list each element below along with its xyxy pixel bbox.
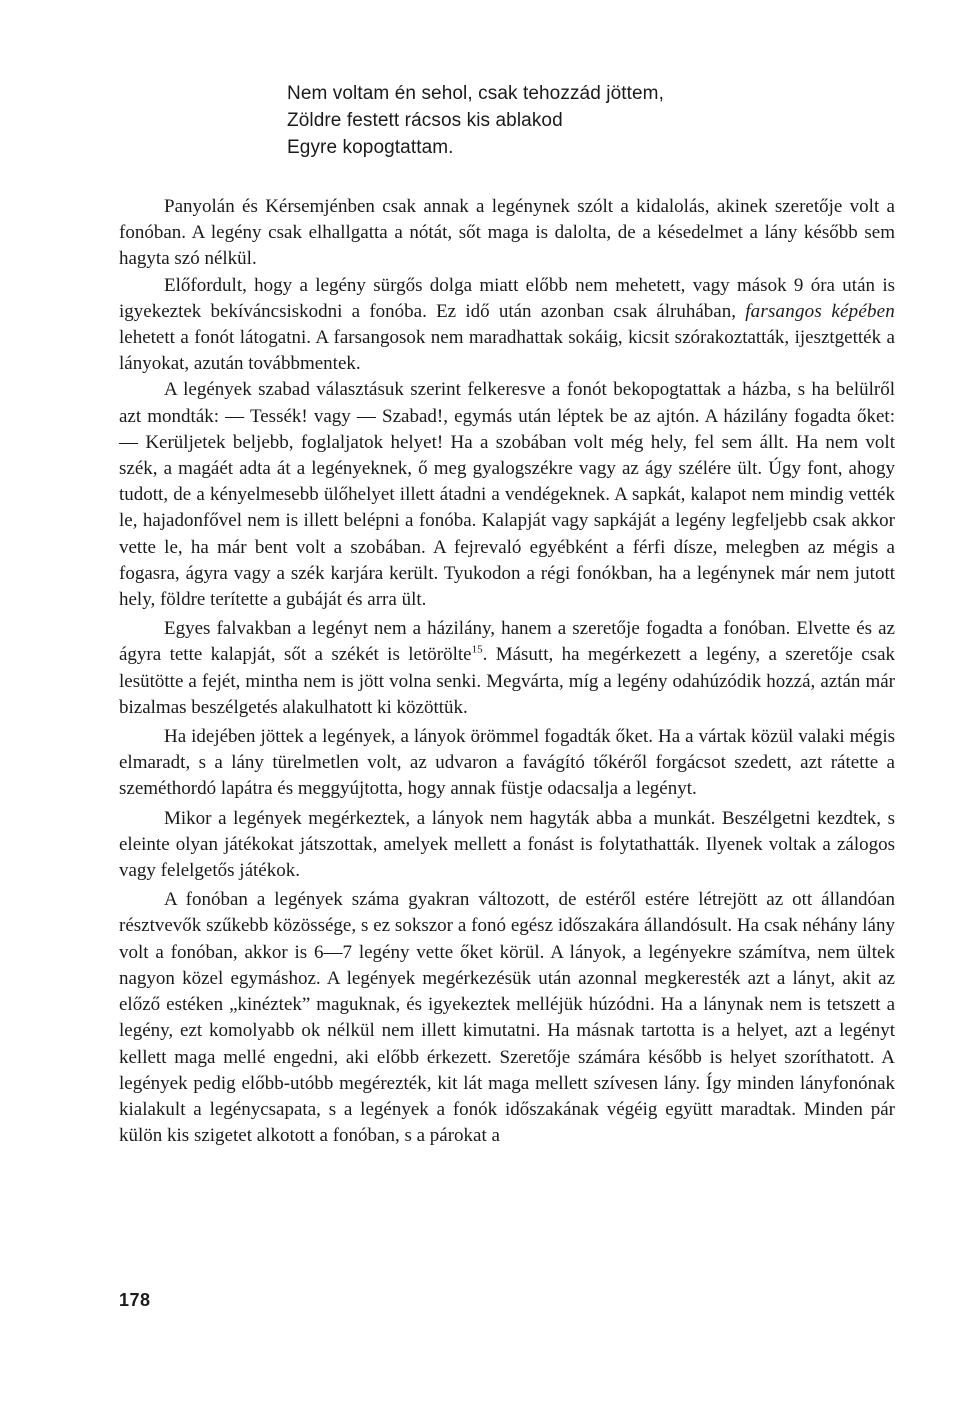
- page-number: 178: [119, 1290, 151, 1310]
- verse-block: [287, 80, 895, 161]
- verse-line-3: Egyre kopogtattam.: [287, 137, 454, 158]
- document-page: [119, 80, 895, 1370]
- paragraph-4: [119, 616, 895, 721]
- paragraph-2-text-end: lehetett a fonót látogatni. A farsangosok nem maradhattak sokáig, kicsit szórakoztatták, ijesztgették a lányokat, azután továbbmentek.: [119, 327, 895, 375]
- body-text: [119, 194, 895, 1149]
- paragraph-3-text: A legények szabad választásuk szerint felkeresve a fonót bekopogtattak a házba, s ha belülről azt mondták: — Tessék! vagy — Szabad!, egymás után léptek be az ajtón. A házilány fogadta őket: — Kerüljetek beljebb, foglaljatok helyet! Ha a szobában volt még hely, fel sem állt. Ha nem volt szék, a magáét adta át a legényeknek, ő meg gyalogszékre vagy az ágy szélére ült. Úgy font, ahogy tudott, de a kényelmesebb ülőhelyet illett átadni a vendégeknek. A sapkát, kalapot nem mindig vették le, hajadonfővel nem is illett belépni a fonóba. Kalapját vagy sapkáját a legény legfeljebb csak akkor vette le, ha már bent volt a szobában. A fejrevaló egyébként a férfi dísze, melegben az mégis a fogasra, ágyra vagy a szék karjára került. Tyukodon a régi fonókban, ha a legénynek már nem jutott hely, földre terítette a gubáját és arra ült.: [119, 379, 895, 611]
- paragraph-2-italic-phrase: farsangos képében: [745, 300, 896, 322]
- paragraph-3: [119, 377, 895, 613]
- paragraph-6-text: Mikor a legények megérkeztek, a lányok nem hagyták abba a munkát. Beszélgetni kezdtek, s eleinte olyan játékokat játszottak, amelyek mellett a fonást is folytathatták. Ilyenek voltak a zálogos vagy felelgetős játékok.: [119, 807, 895, 882]
- verse-line-2: Zöldre festett rácsos kis ablakod: [287, 110, 563, 131]
- paragraph-6: [119, 806, 895, 885]
- footnote-reference: 15: [471, 644, 483, 657]
- paragraph-4-text-start: Egyes falvakban a legényt nem a házilány, hanem a szeretője fogadta a fonóban. Elvette és az ágyra tette kalapját, sőt a székét is letörölte: [119, 618, 895, 666]
- paragraph-2: [119, 273, 895, 378]
- paragraph-7: [119, 887, 895, 1149]
- paragraph-5-text: Ha idejében jöttek a legények, a lányok örömmel fogadták őket. Ha a vártak közül valaki mégis elmaradt, s a lány türelmetlen volt, az udvaron a favágító tőkéről forgácsot szedett, azt rátette a szeméthordó lapátra és meggyújtotta, hogy annak füstje odacsalja a legényt.: [119, 726, 895, 800]
- paragraph-7-text: A fonóban a legények száma gyakran változott, de estéről estére létrejött az ott állandóan résztvevők szűkebb közössége, s ez sokszor a fonó egész időszakára állandósult. Ha csak néhány lány volt a fonóban, akkor is 6—7 legény vette őket körül. A lányok, a legényekre számítva, nem ültek nagyon közel egymáshoz. A legények megérkezésük után azonnal megkeresték azt a lányt, akit az előző estéken „kinéztek” maguknak, és igyekeztek melléjük húzódni. Ha a lánynak nem is tetszett a legény, ezt komolyabb ok nélkül nem illett kimutatni. Ha másnak tartotta is a helyet, azt a legényt kellett maga mellé engedni, aki előbb érkezett. Szeretője számára később is helyet szoríthatott. A legények pedig előbb-utóbb megérezték, kit lát maga mellett szívesen lány. Így minden lányfonónak kialakult a legénycsapata, s a legények a fonók időszakának végéig együtt maradtak. Minden pár külön kis szigetet alkotott a fonóban, s a párokat a: [119, 889, 895, 1147]
- paragraph-5: [119, 724, 895, 803]
- paragraph-2-text-start: Előfordult, hogy a legény sürgős dolga miatt előbb nem mehetett, vagy mások 9 óra után is igyekeztek bekíváncsiskodni a fonóba. Ez idő után azonban csak álruhában,: [119, 274, 895, 322]
- paragraph-4-text-end: . Másutt, ha megérkezett a legény, a szeretője csak lesütötte a fejét, mintha nem is jött volna senki. Megvárta, míg a legény odahúzódik hozzá, aztán már bizalmas beszélgetés alakulhatott ki közöttük.: [119, 644, 896, 718]
- paragraph-1-text: Panyolán és Kérsemjénben csak annak a legénynek szólt a kidalolás, akinek szeretője volt a fonóban. A legény csak elhallgatta a nótát, sőt maga is dalolta, de a késedelmet a lány később sem hagyta szó nélkül.: [119, 196, 895, 270]
- verse-line-1: Nem voltam én sehol, csak tehozzád jöttem,: [287, 83, 664, 104]
- paragraph-1: [119, 194, 895, 273]
